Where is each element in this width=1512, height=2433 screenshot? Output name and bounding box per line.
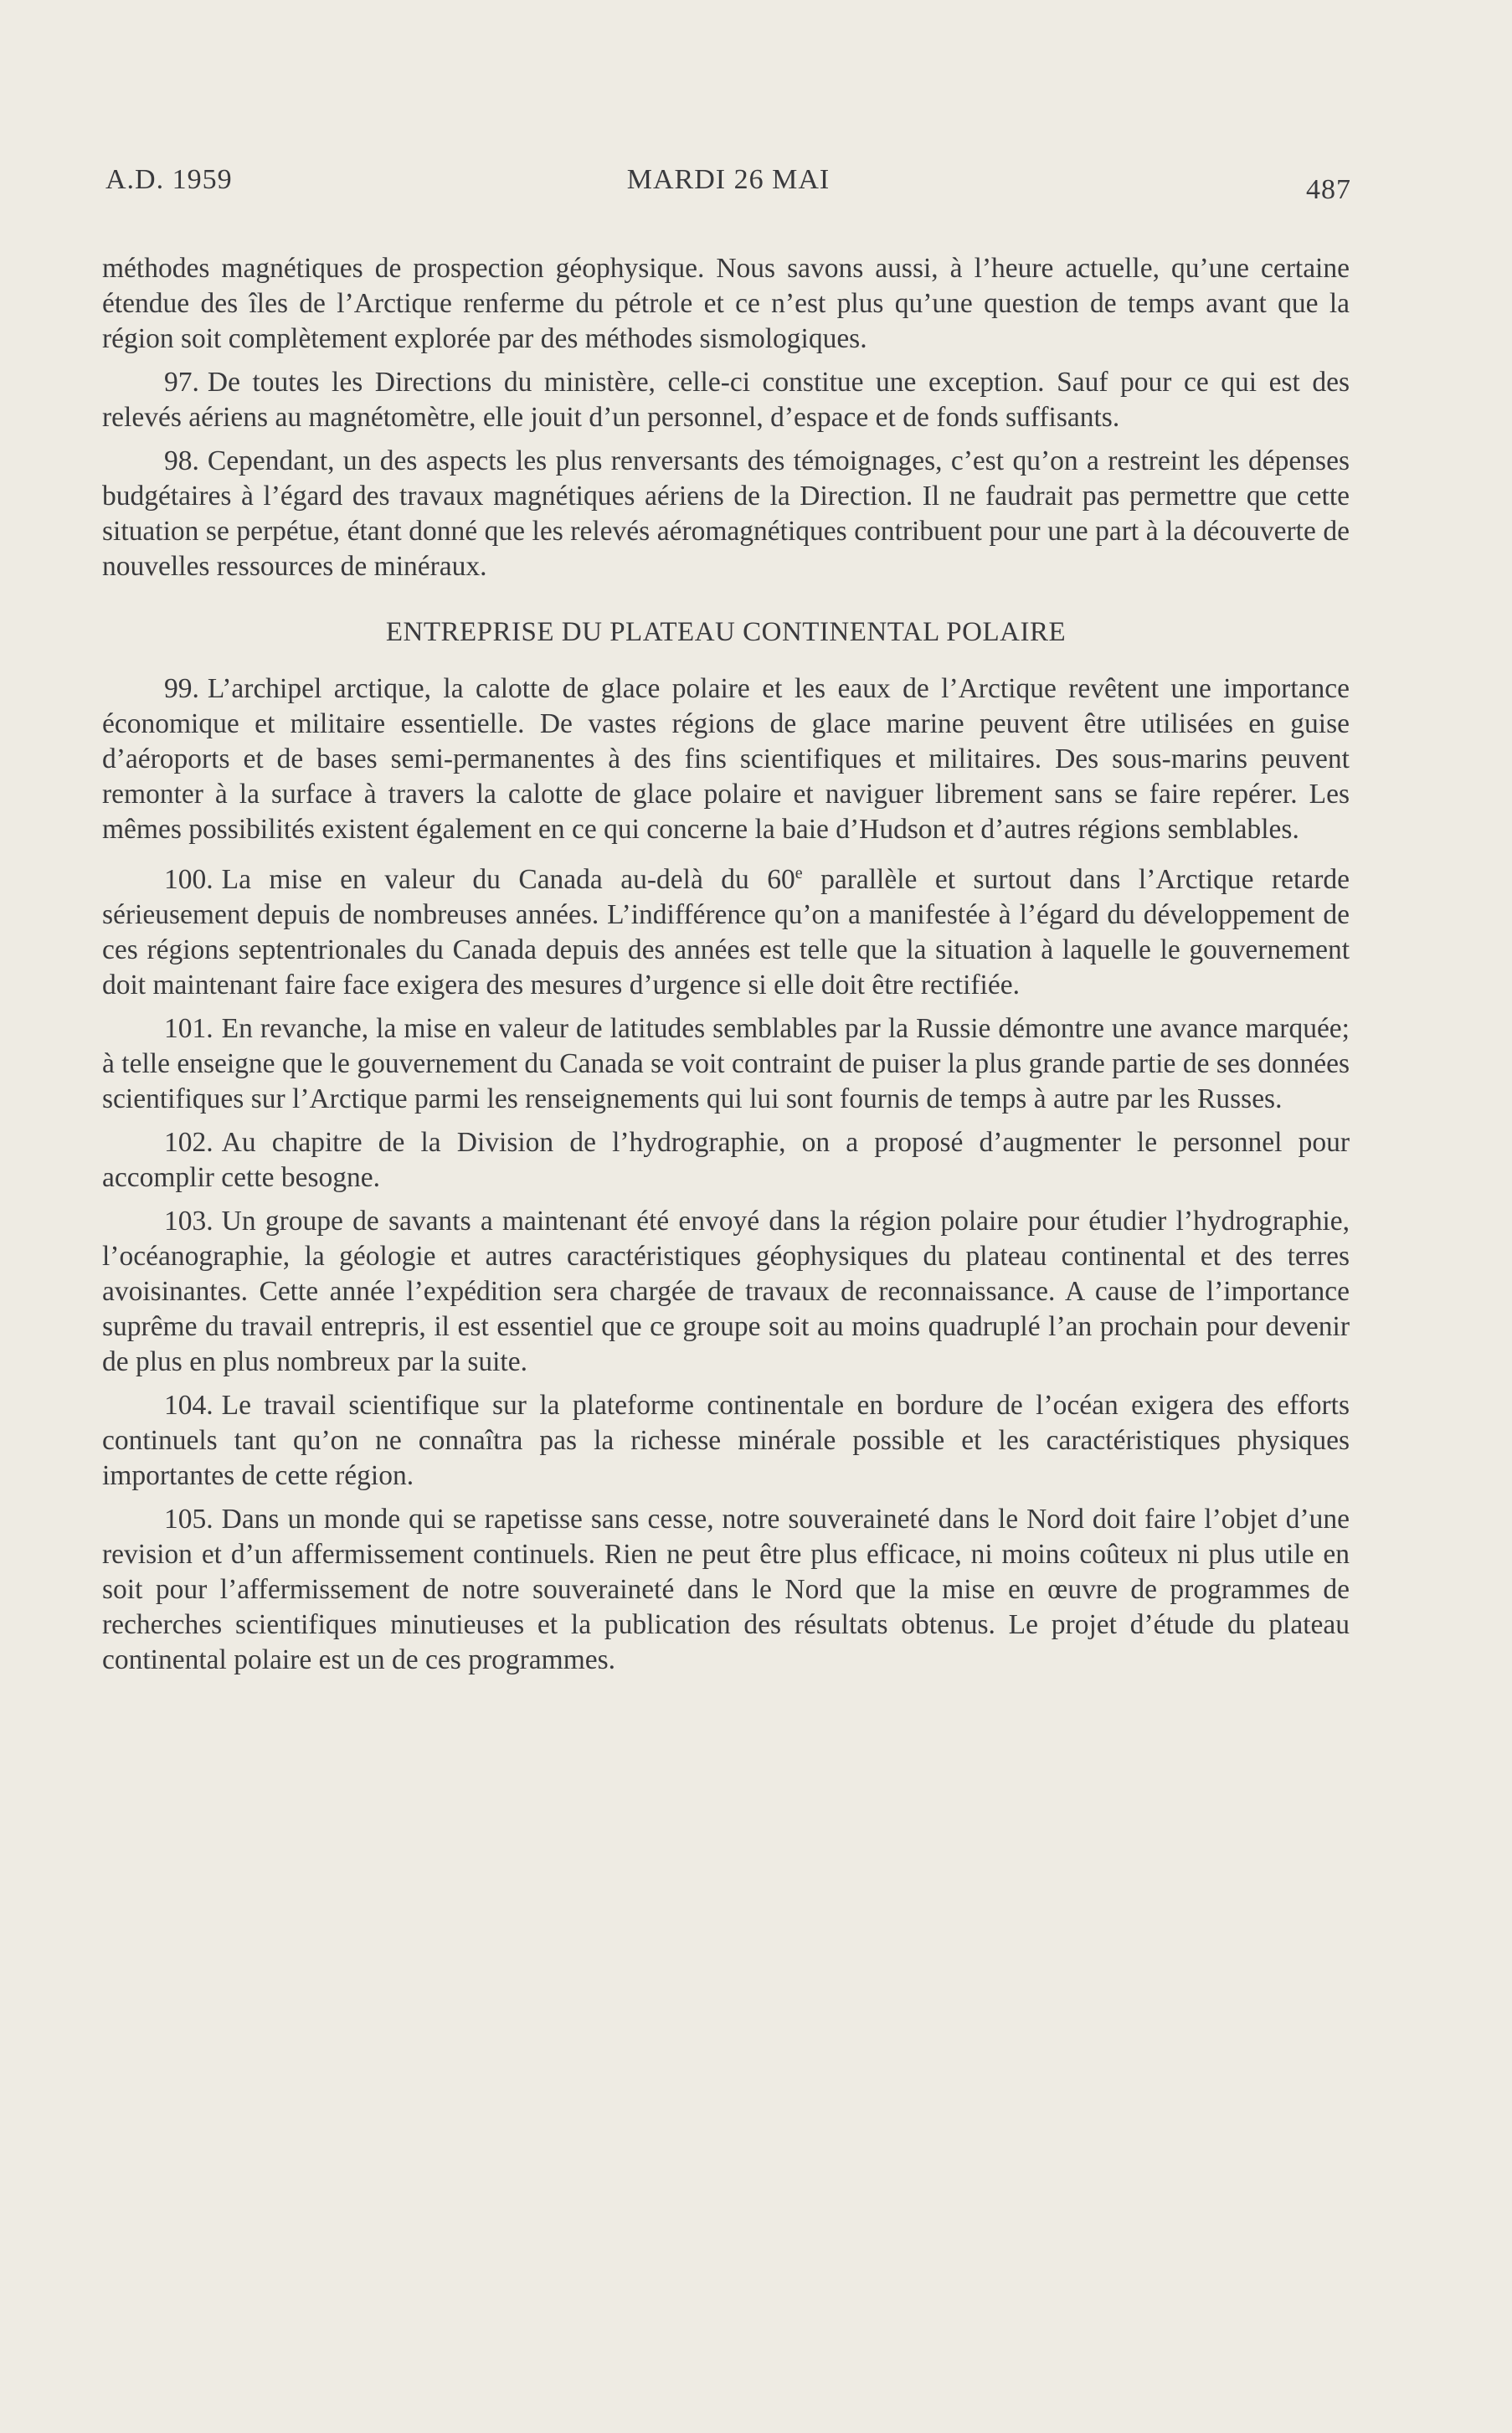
paragraph-text: En revanche, la mise en valeur de latitudes semblables par la Russie démontre une avance marquée; à telle enseigne que le gouvernement du Canada se voit contraint de puiser la plus grande partie de ses données scientifiques sur l’Arctique parmi les renseignements qui lui sont fournis de temps à autre par les Russes. (102, 1013, 1350, 1115)
paragraph-103 (102, 1204, 1350, 1380)
ordinal-superscript: e (795, 864, 803, 882)
paragraph-number: 99. (164, 673, 199, 704)
paragraph-text: Cependant, un des aspects les plus renversants des témoignages, c’est qu’on a restreint les dépenses budgétaires à l’égard des travaux magnétiques aériens de la Direction. Il ne faudrait pas permettre que cette situation se perpétue, étant donné que les relevés aéromagnétiques contribuent pour une part à la découverte de nouvelles ressources de minéraux. (102, 445, 1350, 582)
section-heading: ENTREPRISE DU PLATEAU CONTINENTAL POLAIRE (385, 617, 1067, 647)
paragraph-text: méthodes magnétiques de prospection géophysique. Nous savons aussi, à l’heure actuelle, qu’une certaine étendue des îles de l’Arctique renferme du pétrole et ce n’est plus qu’une question de temps avant que la région soit complètement explorée par des méthodes sismologiques. (102, 253, 1350, 354)
paragraph-text: Le travail scientifique sur la plateforme continentale en bordure de l’océan exigera des efforts continuels tant qu’on ne connaîtra pas la richesse minérale possible et les caractéristiques physiques importantes de cette région. (102, 1390, 1350, 1492)
paragraph-text: Au chapitre de la Division de l’hydrographie, on a proposé d’augmenter le personnel pour accomplir cette besogne. (102, 1127, 1350, 1194)
paragraph-100 (102, 856, 1350, 1003)
body-text (102, 251, 1350, 1686)
paragraph-text: L’archipel arctique, la calotte de glace polaire et les eaux de l’Arctique revêtent une importance économique et militaire essentielle. De vastes régions de glace marine peuvent être utilisées en guise d’aéroports et de bases semi-permanentes à des fins scientifiques et militaires. Des sous-marins peuvent remonter à la surface à travers la calotte de glace polaire et naviguer librement sans se faire repérer. Les mêmes possibilités existent également en ce qui concerne la baie d’Hudson et d’autres régions semblables. (102, 673, 1350, 845)
paragraph-102 (102, 1125, 1350, 1196)
header-year: A.D. 1959 (105, 164, 233, 195)
header-date: MARDI 26 MAI (626, 164, 831, 195)
paragraph-104 (102, 1388, 1350, 1494)
paragraph-number: 101. (164, 1013, 213, 1045)
paragraph-number: 105. (164, 1504, 213, 1535)
paragraph-98 (102, 444, 1350, 584)
paragraph-number: 103. (164, 1206, 213, 1237)
paragraph-number: 100. (164, 864, 213, 896)
paragraph-text: De toutes les Directions du ministère, celle-ci constitue une exception. Sauf pour ce qui est des relevés aériens au magnétomètre, elle jouit d’un personnel, d’espace et de fonds suffisants. (102, 367, 1350, 433)
page-number: 487 (1306, 174, 1351, 205)
paragraph-101 (102, 1011, 1350, 1117)
paragraph-continued (102, 251, 1350, 357)
paragraph-number: 97. (164, 367, 199, 398)
running-header (105, 157, 1351, 208)
paragraph-text: Un groupe de savants a maintenant été envoyé dans la région polaire pour étudier l’hydrographie, l’océanographie, la géologie et autres caractéristiques géophysiques du plateau continental et des terres avoisinantes. Cette année l’expédition sera chargée de travaux de reconnaissance. A cause de l’importance suprême du travail entrepris, il est essentiel que ce groupe soit au moins quadruplé l’an prochain pour devenir de plus en plus nombreux par la suite. (102, 1206, 1350, 1378)
paragraph-number: 102. (164, 1127, 213, 1159)
paragraph-text: La mise en valeur du Canada au-delà du 60 (221, 864, 795, 896)
paragraph-text: Dans un monde qui se rapetisse sans cesse, notre souveraineté dans le Nord doit faire l’objet d’une revision et d’un affermissement continuels. Rien ne peut être plus efficace, ni moins coûteux ni plus utile en soit pour l’affermissement de notre souveraineté dans le Nord que la mise en œuvre de programmes de recherches scientifiques minutieuses et la publication des résultats obtenus. Le projet d’étude du plateau continental polaire est un de ces programmes. (102, 1504, 1350, 1676)
paragraph-text: parallèle et surtout dans l’Arctique retarde sérieusement depuis de nombreuses années. L’indifférence qu’on a manifestée à l’égard du développement de ces régions septentrionales du Canada depuis des années est telle que la situation à laquelle le gouvernement doit maintenant faire face exigera des mesures d’urgence si elle doit être rectifiée. (102, 864, 1350, 1001)
paragraph-number: 104. (164, 1390, 213, 1422)
paragraph-99 (102, 671, 1350, 847)
paragraph-number: 98. (164, 445, 199, 476)
paragraph-105 (102, 1502, 1350, 1678)
paragraph-97 (102, 365, 1350, 435)
